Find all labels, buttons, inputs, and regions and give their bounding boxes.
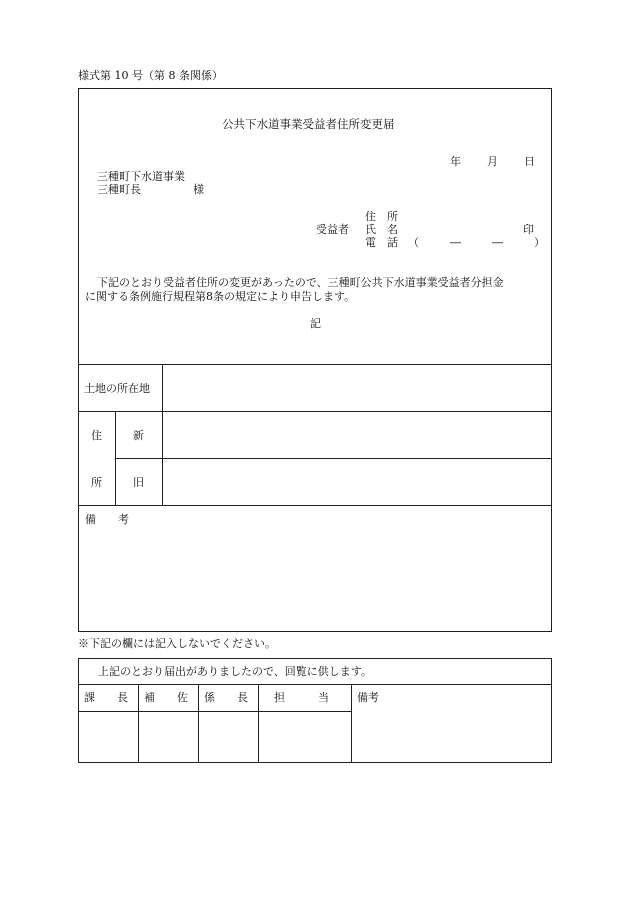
header-staff: 担 当: [274, 691, 329, 704]
applicant-label: 受益者: [316, 223, 349, 236]
row-divider-remarks: [78, 505, 552, 506]
address-label-top: 住: [91, 429, 102, 442]
date-day-label: 日: [524, 155, 535, 168]
office-col-line-3: [258, 684, 259, 763]
phone-label: 電 話: [365, 236, 398, 249]
header-deputy: 補 佐: [144, 691, 188, 704]
header-unit-chief: 係 長: [204, 691, 248, 704]
date-year-label: 年: [450, 155, 461, 168]
name-label: 氏 名: [365, 223, 398, 236]
circulation-statement: 上記のとおり届出がありましたので、回覧に供します。: [98, 665, 372, 678]
row-divider-new-old: [115, 458, 552, 459]
remarks-label: 備 考: [85, 513, 129, 526]
addressee-office: 三種町下水道事業: [97, 170, 185, 183]
land-location-label: 土地の所在地: [84, 382, 150, 395]
office-remarks-label: 備考: [357, 691, 379, 704]
form-title: 公共下水道事業受益者住所変更届: [222, 117, 395, 131]
office-use-notice: ※下記の欄には記入しないでください。: [78, 637, 276, 650]
table-top-line: [78, 364, 552, 365]
body-text-line1: 下記のとおり受益者住所の変更があったので、三種町公共下水道事業受益者分担金: [97, 276, 504, 289]
office-header-top-line: [78, 684, 552, 685]
addressee-honorific: 様: [193, 183, 204, 196]
ki-marker: 記: [310, 317, 321, 330]
phone-format: （ ― ― ）: [408, 236, 548, 249]
old-address-label: 旧: [133, 476, 144, 489]
addressee-mayor: 三種町長: [97, 183, 141, 196]
form-number: 様式第 10 号（第 8 条関係）: [78, 69, 223, 82]
date-month-label: 月: [487, 155, 498, 168]
row-divider-land: [78, 411, 552, 412]
office-header-bottom-line: [78, 711, 351, 712]
address-subcolumn-line: [115, 411, 116, 505]
address-label-bottom: 所: [91, 476, 102, 489]
office-col-line-4: [351, 684, 352, 763]
header-section-chief: 課 長: [84, 691, 128, 704]
body-text-line2: に関する条例施行規程第8条の規定により申告します。: [85, 290, 356, 303]
office-col-line-1: [138, 684, 139, 763]
label-column-line: [162, 364, 163, 505]
address-label: 住 所: [365, 210, 398, 223]
new-address-label: 新: [133, 429, 144, 442]
seal-mark: 印: [523, 223, 534, 236]
office-col-line-2: [198, 684, 199, 763]
